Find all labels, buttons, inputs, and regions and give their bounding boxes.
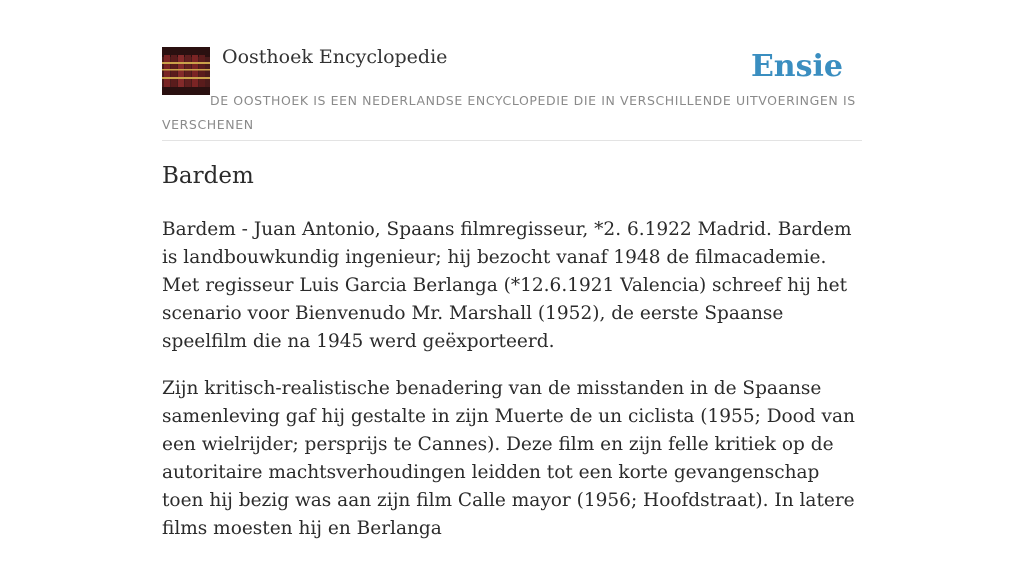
encyclopedia-books-icon xyxy=(162,47,210,95)
site-header xyxy=(162,0,862,141)
article-paragraph: Bardem - Juan Antonio, Spaans filmregisseur, *2. 6.1922 Madrid. Bardem is landbouwkundig ingenieur; hij bezocht vanaf 1948 de filmacademie. Met regisseur Luis Garcia Berlanga (*12.6.1921 Valencia) schreef hij het scenario voor Bienvenudo Mr. Marshall (1952), de eerste Spaanse speelfilm die na 1945 werd geëxporteerd. xyxy=(162,219,852,352)
article-body xyxy=(162,216,862,562)
site-title[interactable]: Oosthoek Encyclopedie xyxy=(222,46,448,68)
article-title: Bardem xyxy=(162,163,254,189)
page xyxy=(162,0,862,539)
site-tagline: DE OOSTHOEK IS EEN NEDERLANDSE ENCYCLOPEDIE DIE IN VERSCHILLENDE UITVOERINGEN IS VERSCHENEN xyxy=(162,93,856,132)
site-avatar[interactable] xyxy=(162,47,210,95)
brand-logo[interactable]: Ensie xyxy=(750,49,843,84)
article-paragraph: Zijn kritisch-realistische benadering van de misstanden in de Spaanse samenleving gaf hij gestalte in zijn Muerte de un ciclista (1955; Dood van een wielrijder; persprijs te Cannes). Deze film en zijn felle kritiek op de autoritaire machtsverhoudingen leidden tot een korte gevangenschap toen hij bezig was aan zijn film Calle mayor (1956; Hoofdstraat). In latere films moesten hij en Berlanga xyxy=(162,378,855,539)
